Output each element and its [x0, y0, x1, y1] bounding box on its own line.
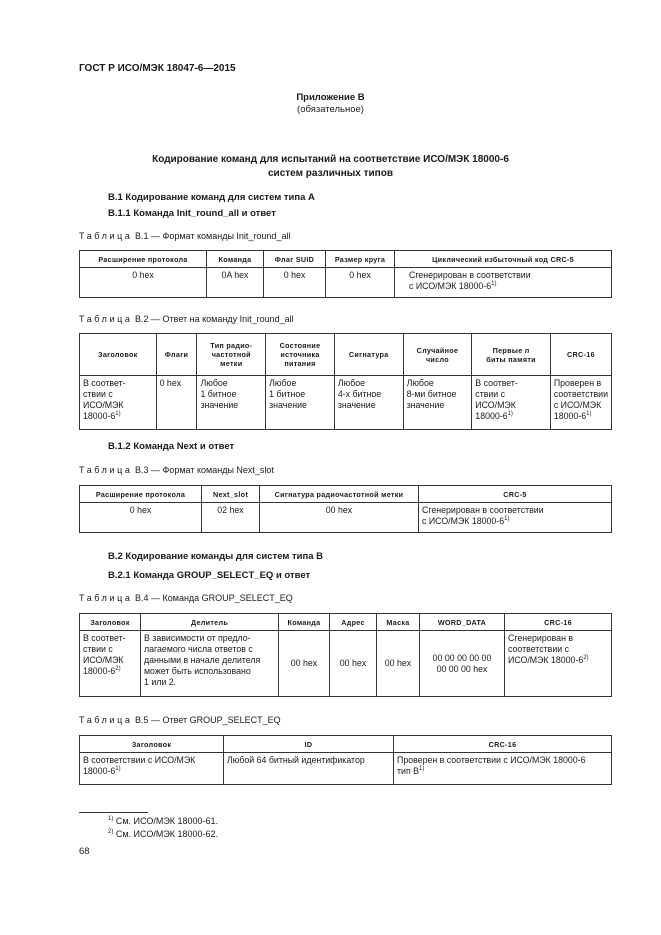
- table4-header: Маска: [377, 614, 420, 631]
- table1-cell: 0 hex: [326, 268, 395, 298]
- table3-header: Расширение протокола: [80, 486, 202, 503]
- table-b5: [79, 735, 612, 785]
- section-b12: В.1.2 Команда Next и ответ: [108, 441, 235, 452]
- table4-cell: [141, 631, 279, 697]
- text-line: Состояние: [279, 341, 321, 350]
- footnote-ref: 1): [586, 411, 592, 418]
- table4-caption-text: В.4 — Команда GROUP_SELECT_EQ: [132, 593, 293, 603]
- footnote: [108, 816, 218, 826]
- table4-cell: 00 hex: [279, 631, 330, 697]
- text-line: В зависимости от предло-: [144, 633, 251, 643]
- text-line: с ИСО/МЭК 18000-6: [422, 516, 505, 526]
- footnote-ref: 1): [491, 281, 497, 288]
- text-line: ствии с: [475, 389, 506, 399]
- text-line: 00 00 00 hex: [436, 663, 488, 674]
- text-line: Сгенерирован в соответствии: [422, 505, 544, 515]
- table2-caption-text: В.2 — Ответ на команду Init_round_all: [132, 314, 294, 324]
- table4-header: CRC-16: [505, 614, 612, 631]
- text-line: Любое: [406, 378, 434, 388]
- table2-header: CRC-16: [550, 334, 611, 376]
- section-b11: В.1.1 Команда Init_round_all и ответ: [108, 208, 276, 219]
- table2-cell: [403, 376, 472, 430]
- table2-cell: [550, 376, 611, 430]
- table2-header: [472, 334, 551, 376]
- text-line: соответствии: [553, 389, 608, 399]
- footnote: [108, 829, 218, 839]
- text-line: Тип радио-: [210, 341, 253, 350]
- table3-label: Таблица: [79, 465, 133, 475]
- table2-cell: [197, 376, 266, 430]
- text-line: 18000-6: [83, 411, 116, 421]
- footnote-ref: 1): [507, 411, 513, 418]
- text-line: может быть использовано: [144, 666, 251, 676]
- table-b3: [79, 485, 612, 533]
- table4-label: Таблица: [79, 593, 133, 603]
- section-b1: В.1 Кодирование команд для систем типа А: [108, 192, 315, 203]
- table5-caption: [79, 715, 281, 725]
- text-line: биты памяти: [486, 354, 536, 364]
- text-line: 00 00 00 00 00: [432, 652, 492, 663]
- table1-caption: [79, 231, 290, 241]
- table5-caption-text: В.5 — Ответ GROUP_SELECT_EQ: [132, 715, 281, 725]
- text-italic: n: [524, 345, 530, 355]
- text-line: 1 битное: [269, 389, 306, 399]
- text-line: число: [425, 354, 449, 364]
- table4-header: Команда: [279, 614, 330, 631]
- text-line: источника: [280, 350, 320, 359]
- text-line: значение: [269, 400, 307, 410]
- table5-cell: [394, 753, 612, 785]
- text-line: ИСО/МЭК: [83, 655, 124, 665]
- table3-header: CRC-5: [419, 486, 612, 503]
- table4-header: Заголовок: [80, 614, 141, 631]
- table3-header: Сигнатура радиочастотной метки: [260, 486, 419, 503]
- text-line: 1 битное: [200, 389, 237, 399]
- text-line: Любое: [200, 378, 228, 388]
- table5-header: Заголовок: [80, 736, 224, 753]
- text-line: питания: [284, 359, 316, 368]
- table1-label: Таблица: [79, 231, 133, 241]
- table3-caption-text: В.3 — Формат команды Next_slot: [132, 465, 274, 475]
- text-line: лагаемого числа ответов с: [144, 644, 253, 654]
- table1-cell: 0A hex: [207, 268, 264, 298]
- text-line: значение: [200, 400, 239, 410]
- page-number: 68: [79, 846, 90, 857]
- table1-header: Флаг SUID: [264, 251, 326, 268]
- text-line: ствии с: [83, 644, 113, 654]
- table3-cell: 0 hex: [80, 503, 202, 533]
- table-b2: [79, 333, 612, 430]
- footnote-separator: [79, 812, 148, 813]
- text-line: Любое: [269, 378, 297, 388]
- annex-title: Приложение В: [296, 92, 365, 103]
- text-line: Первые: [492, 345, 525, 355]
- text-line: тип В: [397, 766, 420, 776]
- text-line: Случайное: [416, 345, 459, 355]
- table1-header: Размер круга: [326, 251, 395, 268]
- footnote-ref: 1): [504, 516, 510, 523]
- table4-caption: [79, 593, 293, 603]
- footnote-ref: 2): [115, 666, 121, 673]
- footnote-mark: 2): [108, 829, 114, 835]
- table1-cell: 0 hex: [264, 268, 326, 298]
- table5-header: CRC-16: [394, 736, 612, 753]
- document-header: ГОСТ Р ИСО/МЭК 18047-6—2015: [79, 63, 236, 74]
- text-line: данными в начале делителя: [144, 655, 261, 665]
- table1-crc-cell: [395, 268, 612, 298]
- text-line: Сгенерирован в соответствии: [409, 270, 531, 280]
- table2-header: [403, 334, 472, 376]
- text-line: 18000-6: [83, 766, 116, 776]
- table3-cell: 00 hex: [260, 503, 419, 533]
- text-line: ИСО/МЭК: [475, 400, 516, 410]
- table1-header: Команда: [207, 251, 264, 268]
- footnote-ref: 1): [419, 766, 425, 773]
- table3-caption: [79, 465, 274, 475]
- main-title: [0, 153, 661, 181]
- table4-header: Адрес: [330, 614, 377, 631]
- text-line: 8-ми битное: [406, 389, 457, 399]
- footnote-mark: 1): [108, 816, 114, 822]
- main-title-line2: систем различных типов: [268, 168, 393, 179]
- table1-cell: 0 hex: [80, 268, 207, 298]
- table1-header: Расширение протокола: [80, 251, 207, 268]
- table3-cell: 02 hex: [202, 503, 260, 533]
- table4-cell: 00 hex: [377, 631, 420, 697]
- table1-header: Циклический избыточный код CRC-5: [395, 251, 612, 268]
- text-line: Проверен в: [553, 378, 602, 388]
- text-line: Проверен в соответствии с ИСО/МЭК 18000-6: [397, 755, 586, 765]
- table5-cell: Любой 64 битный идентификатор: [224, 753, 394, 785]
- text-line: частотной: [211, 350, 251, 359]
- table2-caption: [79, 314, 294, 324]
- text-line: Любое: [337, 378, 366, 388]
- table2-header: [197, 334, 266, 376]
- text-line: 18000-6: [475, 411, 508, 421]
- section-b21: В.2.1 Команда GROUP_SELECT_EQ и ответ: [108, 570, 311, 581]
- table3-header: Next_slot: [202, 486, 260, 503]
- text-line: Сгенерирован в: [508, 633, 574, 643]
- table2-header: Сигнатура: [334, 334, 403, 376]
- text-line: ИСО/МЭК: [83, 400, 124, 410]
- text-line: В соответ-: [475, 378, 518, 388]
- table2-cell: [266, 376, 335, 430]
- table5-cell: [80, 753, 224, 785]
- text-line: с ИСО/МЭК 18000-6: [409, 281, 492, 291]
- table2-cell: 0 hex: [156, 376, 197, 430]
- text-line: значение: [337, 400, 376, 410]
- table2-cell: [80, 376, 157, 430]
- footnote-text: См. ИСО/МЭК 18000-62.: [115, 829, 219, 839]
- section-b2: В.2 Кодирование команды для систем типа В: [108, 551, 324, 562]
- table4-cell: 00 hex: [330, 631, 377, 697]
- table2-cell: [334, 376, 403, 430]
- table-b1: [79, 250, 612, 298]
- text-line: соответствии с: [508, 644, 569, 654]
- table5-header: ID: [224, 736, 394, 753]
- text-line: с ИСО/МЭК: [553, 400, 602, 410]
- text-line: 18000-6: [83, 666, 116, 676]
- text-line: ИСО/МЭК 18000-6: [508, 655, 584, 665]
- text-line: В соответствии с ИСО/МЭК: [83, 755, 196, 765]
- table5-label: Таблица: [79, 715, 133, 725]
- table2-header: [266, 334, 335, 376]
- text-line: 4-х битное: [337, 389, 382, 399]
- text-line: значение: [406, 400, 445, 410]
- table2-header: Заголовок: [80, 334, 157, 376]
- footnote-ref: 1): [115, 411, 121, 418]
- text-line: ствии с: [83, 389, 113, 399]
- text-line: метки: [220, 359, 243, 368]
- text-line: В соответ-: [83, 633, 126, 643]
- table4-cell: [505, 631, 612, 697]
- table-b4: [79, 613, 612, 697]
- text-line: В соответ-: [83, 378, 126, 388]
- table1-caption-text: В.1 — Формат команды Init_round_all: [132, 231, 291, 241]
- text-line: 1 или 2.: [144, 677, 177, 687]
- main-title-line1: Кодирование команд для испытаний на соответствие ИСО/МЭК 18000-6: [152, 154, 509, 165]
- table2-cell: [472, 376, 551, 430]
- table2-header: Флаги: [156, 334, 197, 376]
- table4-cell: [420, 631, 505, 697]
- table4-header: WORD_DATA: [420, 614, 505, 631]
- annex-status: (обязательное): [297, 104, 364, 115]
- footnote-ref: 1): [115, 766, 121, 773]
- footnote-ref: 2): [583, 655, 589, 662]
- footnote-text: См. ИСО/МЭК 18000-61.: [115, 816, 219, 826]
- table4-cell: [80, 631, 141, 697]
- table3-crc-cell: [419, 503, 612, 533]
- text-line: 18000-6: [553, 411, 587, 421]
- table4-header: Делитель: [141, 614, 279, 631]
- table2-label: Таблица: [79, 314, 133, 324]
